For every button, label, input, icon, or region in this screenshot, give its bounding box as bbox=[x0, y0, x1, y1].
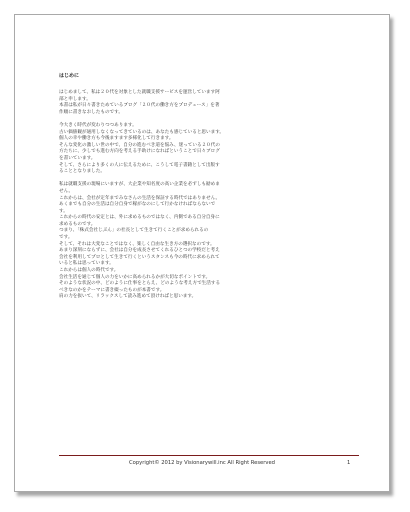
text-line: 会社を利用してプロとして生きて行くというスタンスも今の時代に求められて bbox=[59, 254, 220, 260]
text-line: いると私は思っています。 bbox=[59, 261, 114, 267]
text-line: 方たちに、少しでも進む方向を考える手助けになればということで日々ブログ bbox=[59, 149, 220, 155]
text-line: 個人の幸や働き方も今後ますます多様化して行きます。 bbox=[59, 136, 174, 142]
text-line: です。 bbox=[59, 235, 73, 241]
text-line: あくまでも自分の生活は自分自身で稼がなのにして行かなければならないで bbox=[59, 202, 216, 208]
footer-copyright: Copyright© 2012 by Visionarywill.inc All Right Reserved bbox=[129, 460, 275, 466]
text-line: す。 bbox=[59, 208, 68, 214]
text-line: べきなのかをテーマに書き綴ったものが本書です。 bbox=[59, 287, 165, 293]
paragraph-1 bbox=[59, 90, 354, 116]
text-line: これからは個人の時代です。 bbox=[59, 268, 119, 274]
text-line: はじめまして、私は２０代を対象とした就職支援サービスを運営しています阿 bbox=[59, 90, 220, 95]
footer-divider bbox=[59, 455, 359, 456]
text-line: 私は就職支援の現場にいますが、大企業や知名度の高い企業を必ずしも勧めま bbox=[59, 182, 220, 188]
text-line: あまり深刻にならずに、会社は自分を成長させてくれるひとつの学校だと考え bbox=[59, 248, 220, 254]
text-line: 作順に書きなおしたものです。 bbox=[59, 109, 123, 115]
text-line: これからの時代の安定とは、外に求めるものではなく、内側である自分自身に bbox=[59, 215, 220, 221]
text-line: 求めるものです。 bbox=[59, 221, 96, 227]
text-line: 古い価値観が通用しなくなってきているのは、あなたも感じていると思います。 bbox=[59, 129, 225, 135]
text-line: そして、さらにより多くの人に伝えるために、こうして電子書籍として出版す bbox=[59, 162, 220, 168]
text-line: そんな変化の激しい世の中で、自分の進むべき道を悩み、迷っている２０代の bbox=[59, 142, 220, 148]
text-line: 会社生活を通じて個人の力をいかに高められるかが大切なポイントです。 bbox=[59, 274, 211, 280]
text-line: 本書は私が日々書きためているブログ「２０代の働き方をプロデュース」を著 bbox=[59, 103, 220, 109]
text-line: を書いています。 bbox=[59, 155, 96, 161]
page-number: 1 bbox=[347, 460, 351, 466]
text-line: せん。 bbox=[59, 188, 74, 194]
document-content bbox=[59, 73, 354, 308]
paragraph-3 bbox=[59, 182, 354, 301]
text-line: 部と申します。 bbox=[59, 96, 91, 102]
text-line: 今大きく時代が変わりつつあります。 bbox=[59, 122, 137, 128]
text-line: これからは、会社が定年までみなさんの生活を保証する時代ではありません。 bbox=[59, 195, 221, 201]
document-page bbox=[14, 14, 390, 492]
text-line: ることとなりました。 bbox=[59, 169, 105, 175]
text-line: そのような状況の中、どのように仕事をとらえ、どのような考え方で生活する bbox=[59, 281, 221, 287]
text-line: 肩の力を抜いて、リラックスして読み進めて頂ければと思います。 bbox=[59, 294, 197, 300]
paragraph-2 bbox=[59, 123, 354, 176]
text-line: そして、それは大変なことではなく、楽しく自由な生き方の選択なのです。 bbox=[59, 241, 215, 247]
section-heading: はじめに bbox=[59, 73, 80, 79]
text-line: つまり、「株式会社じぶん」の社長として生きて行くことが求められるの bbox=[59, 228, 209, 234]
